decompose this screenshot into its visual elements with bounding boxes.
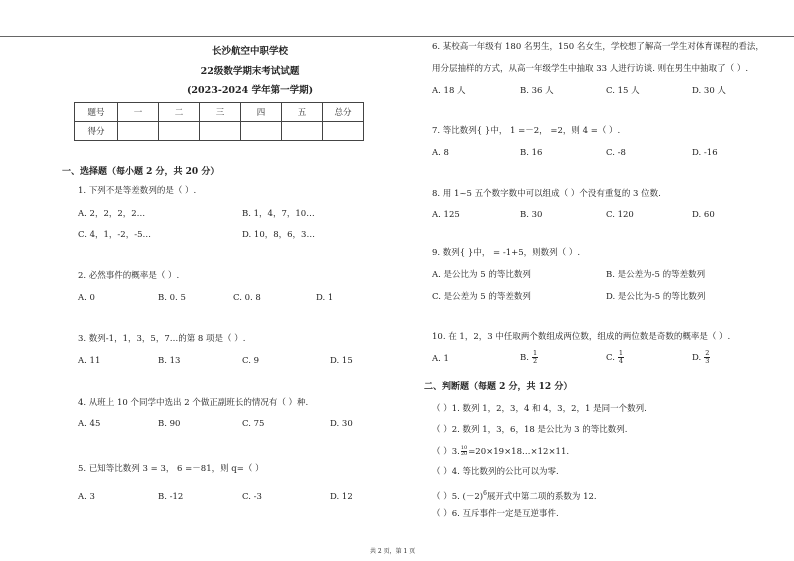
score-cell[interactable]: [200, 122, 241, 141]
question-6-option-c: C. 15 人: [606, 86, 640, 96]
question-1-stem: 1. 下列不是等差数列的是（ ）.: [78, 186, 197, 196]
denominator: 20: [460, 451, 468, 457]
question-3-stem: 3. 数列-1，1，3，5，7…的第 8 项是（ ）.: [78, 334, 246, 344]
question-1-option-c: C. 4，1，-2，-5…: [78, 230, 151, 240]
question-8-option-d: D. 60: [692, 210, 715, 220]
question-10-option-b: [520, 350, 538, 365]
section-1-title: 一、选择题（每小题 2 分，共 20 分）: [62, 167, 220, 177]
question-6-stem: 6. 某校高一年级有 180 名男生，150 名女生，学校想了解高一学生对体育课程的看法，: [432, 42, 764, 52]
question-10-stem: 10. 在 1，2，3 中任取两个数组成两位数，组成的两位数是奇数的概率是（ ）.: [432, 332, 731, 342]
question-4-stem: 4. 从班上 10 个同学中选出 2 个做正副班长的情况有（ ）种.: [78, 398, 309, 408]
question-7-option-d: D. -16: [692, 148, 718, 158]
score-table-score-row: [75, 122, 364, 141]
score-header-cell: 总分: [323, 103, 364, 122]
question-4-option-a: A. 45: [78, 419, 101, 429]
score-cell[interactable]: [159, 122, 200, 141]
score-header-cell: 一: [118, 103, 159, 122]
numerator: 1: [532, 349, 538, 357]
page-footer: 共 2 页，第 1 页: [370, 548, 416, 555]
top-rule: [0, 36, 794, 37]
score-table-header-row: [75, 103, 364, 122]
question-2-option-d: D. 1: [316, 293, 334, 303]
judge-item-1: （ ）1. 数列 1，2，3，4 和 4，3，2，1 是同一个数列.: [432, 404, 647, 414]
denominator: 4: [618, 357, 624, 365]
school-name: 长沙航空中职学校: [211, 46, 288, 57]
fraction: [532, 350, 538, 365]
score-header-cell: 二: [159, 103, 200, 122]
question-1-option-d: D. 10，8，6，3…: [242, 230, 315, 240]
question-3-option-c: C. 9: [242, 356, 260, 366]
question-8-option-a: A. 125: [432, 210, 460, 220]
question-6-option-a: A. 18 人: [432, 86, 466, 96]
judge-item-5-prefix: （ ）5. (－2): [432, 491, 484, 502]
score-cell[interactable]: [118, 122, 159, 141]
exam-title: 22级数学期末考试试题: [200, 66, 300, 77]
score-cell[interactable]: [323, 122, 364, 141]
judge-item-5-rest: 展开式中第二项的系数为 12.: [486, 491, 597, 502]
section-2-title: 二、判断题（每题 2 分，共 12 分）: [424, 382, 573, 392]
score-header-cell: 五: [282, 103, 323, 122]
question-3-option-b: B. 13: [158, 356, 181, 366]
question-1-option-a: A. 2，2，2，2…: [78, 209, 146, 219]
question-8-option-c: C. 120: [606, 210, 634, 220]
judge-item-3: [432, 446, 569, 458]
score-table: [74, 102, 364, 141]
question-9-stem: 9. 数列{ }中， = -1+5，则数列（ ）.: [432, 248, 581, 258]
question-10-option-c: [606, 350, 624, 365]
exam-term: (2023-2024 学年第一学期): [186, 85, 314, 96]
question-2-stem: 2. 必然事件的概率是（ ）.: [78, 271, 180, 281]
question-2-option-c: C. 0. 8: [233, 293, 261, 303]
question-9-option-b: B. 是公差为-5 的等差数列: [606, 270, 706, 280]
fraction: [461, 446, 467, 457]
question-7-option-c: C. -8: [606, 148, 626, 158]
numerator: 10: [460, 445, 468, 451]
judge-item-6: （ ）6. 互斥事件一定是互逆事件.: [432, 509, 559, 519]
question-7-option-a: A. 8: [432, 148, 449, 158]
question-3-option-d: D. 15: [330, 356, 353, 366]
judge-item-2: （ ）2. 数列 1，3，6，18 是公比为 3 的等比数列.: [432, 425, 628, 435]
question-3-option-a: A. 11: [78, 356, 101, 366]
score-header-cell: 四: [241, 103, 282, 122]
numerator: 2: [705, 349, 710, 357]
question-2-option-a: A. 0: [78, 293, 95, 303]
option-letter: C.: [606, 353, 615, 363]
judge-item-3-prefix: （ ）3.: [432, 447, 460, 457]
score-cell[interactable]: [282, 122, 323, 141]
judge-item-4: （ ）4. 等比数列的公比可以为零.: [432, 467, 559, 477]
question-8-option-b: B. 30: [520, 210, 543, 220]
question-2-option-b: B. 0. 5: [158, 293, 186, 303]
denominator: 3: [705, 357, 710, 365]
denominator: 2: [532, 357, 538, 365]
question-6-option-d: D. 30 人: [692, 86, 726, 96]
question-5-option-a: A. 3: [78, 492, 95, 502]
question-5-option-c: C. -3: [242, 492, 262, 502]
question-10-option-d: [692, 350, 710, 365]
exponent: 6: [483, 490, 487, 497]
question-5-stem: 5. 已知等比数列 3 = 3， 6 =－81，则 q=（ ）: [78, 464, 264, 474]
judge-item-3-rest: =20×19×18…×12×11.: [468, 447, 570, 457]
option-letter: B.: [520, 353, 529, 363]
fraction: [618, 350, 624, 365]
score-cell[interactable]: [241, 122, 282, 141]
question-10-option-a: A. 1: [432, 354, 449, 364]
question-1-option-b: B. 1，4，7，10…: [242, 209, 315, 219]
question-4-option-b: B. 90: [158, 419, 181, 429]
score-header-cell: 题号: [75, 103, 118, 122]
question-4-option-c: C. 75: [242, 419, 265, 429]
score-header-cell: 三: [200, 103, 241, 122]
judge-item-5: [432, 488, 597, 503]
question-9-option-c: C. 是公差为 5 的等差数列: [432, 292, 531, 302]
question-5-option-d: D. 12: [330, 492, 353, 502]
fraction: [704, 350, 710, 365]
question-9-option-a: A. 是公比为 5 的等比数列: [432, 270, 531, 280]
numerator: 1: [618, 349, 624, 357]
question-9-option-d: D. 是公比为-5 的等比数列: [606, 292, 706, 302]
question-6-option-b: B. 36 人: [520, 86, 554, 96]
option-letter: D.: [692, 353, 702, 363]
score-row-label: 得分: [75, 122, 118, 141]
question-8-stem: 8. 用 1~5 五个数字数中可以组成（ ）个没有重复的 3 位数.: [432, 189, 661, 199]
question-4-option-d: D. 30: [330, 419, 353, 429]
question-7-option-b: B. 16: [520, 148, 543, 158]
question-7-stem: 7. 等比数列{ }中， 1 =－2， =2，则 4 =（ ）.: [432, 126, 621, 136]
question-6-stem-line-2: 用分层抽样的方式，从高一年级学生中抽取 33 人进行访谈. 则在男生中抽取了（ ）.: [432, 64, 749, 74]
question-5-option-b: B. -12: [158, 492, 184, 502]
